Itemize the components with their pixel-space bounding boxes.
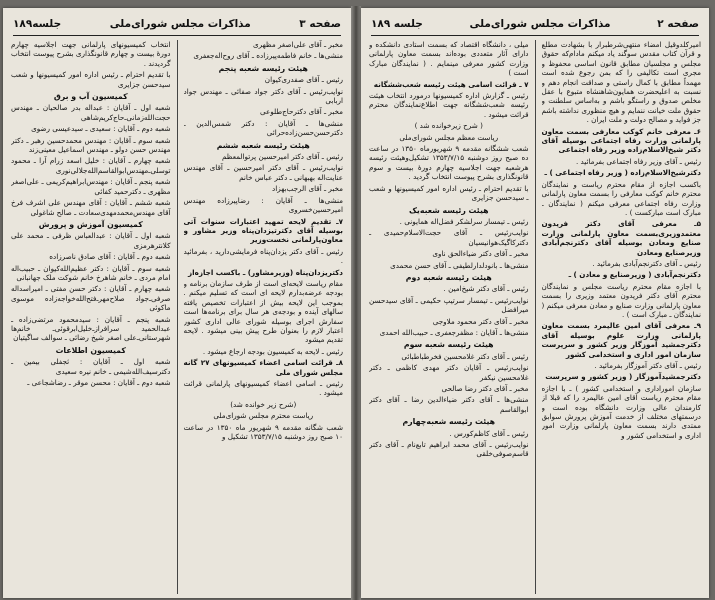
paragraph: نوایب‌رئیس ـ آقای دکتر جواد صفائی ـ مهندس جواد اربابی <box>183 86 343 106</box>
page-number: صفحه ۲ <box>657 18 699 30</box>
session-number: جلسه۱۸۹ <box>13 18 62 30</box>
paragraph: نوایب‌رئیس ـ آقای دکتر امیرحسین ـ آقای مهندس عنایت‌اله بهبهانی ـ دکتر عباس خانم <box>183 163 343 182</box>
paragraph: باکسب اجازه از مقام محترم ریاست و نمایندگان محترم خانم کوکب معارفی را بسمت معاون پارلمانی وزارت رفاه اجتماعی معرفی میکنم ( نمایندگان ـ مبارک است مبارکست ) . <box>541 179 701 217</box>
paragraph: نوایب‌رئیس ـ تیمسار سرتیپ حکیمی ـ آقای سیدحسن میرافضل <box>369 295 529 315</box>
left-page-left-column <box>11 40 171 594</box>
section-heading: کمیسیون اطلاعات <box>55 345 126 355</box>
agenda-item: ۷ـ تقدیم لایحه تمهید اعتبارات سنوات آتی بوسیله آقای دکترتیزدان‌پناه وزیر مشاور و معاون‌پارلمانی نخست‌وزیر <box>183 216 343 245</box>
paragraph: منشی‌ها ـ آقای دکتر ضیاءالدین رضا ـ آقای دکتر ابوالقاسم <box>369 395 529 414</box>
paragraph: شعبه اول ـ آقایان : عبدالعباس ظرفی ـ محمد علی کلانترهرمزی <box>11 231 171 250</box>
paragraph: شعب ششگانه مقدمه ۹ شهریورماه ۱۳۵۰ در ساعت ده صبح روز دوشنبه ۱۳۵۳/۷/۱۵ تشکیل‌وهیئت رئیسه هرشعبه جهت اجلاسیه چهارم دورهٔ بیست و سوم قانونگذاری بشرح پیوست انتخاب گردید . <box>369 144 529 182</box>
paragraph: نوایب‌رئیس ـ آقایان دکتر مهدی کاظمی ـ دکتر غلامحسین نیکفر <box>369 363 529 382</box>
paragraph: شعبه دوم ـ آقایان : محسن موقر ـ رضاشجاعی ـ <box>27 378 171 387</box>
header-divider <box>13 35 341 36</box>
session-number: جلسه ۱۸۹ <box>371 18 423 30</box>
paragraph: مخبر ـ آقای دکتر رضا صالحی <box>441 384 529 393</box>
agenda-item: دکتریزدان‌پناه (وزیرمشاور) ـ باکسب اجازه‌از <box>187 267 343 277</box>
paragraph: نوایب‌رئیس ـ آقای محمد ابراهیم تابع‌نام ـ آقای دکتر قاسم‌صوفی‌خلقی <box>369 440 529 459</box>
paragraph: مخبر ـ آقای الرجب‌بهزاد <box>272 184 343 194</box>
paragraph: شعبه ششم ـ آقایان : آقای مهندس علی اشرف فرخ آقای مهندس‌محمدمهدی‌سعادت ـ صالح شاغولی <box>11 198 171 217</box>
paragraph: نوایب‌رئیس ـ آقای حجت‌الاسلام‌حمیدی ـ دکترکاگیک‌هوانیسیان <box>369 228 529 247</box>
paragraph: رئیس ـ گزارش اداره کمیسیونها درمورد انتخاب هیئت رئیسه شعب‌ششگانه جهت اطلاع‌نمایندگان محترم قرائت میشود . <box>369 91 529 119</box>
agenda-item: ۷ ـ قرائت اسامی هیئت رئیسه شعب‌ششگانه <box>373 79 529 89</box>
paragraph: رئیس ـ آقای صفدری‌کیوان <box>264 75 343 85</box>
page-number: صفحه ۳ <box>299 18 341 30</box>
paragraph: مخبر ـ آقای دکترحاج‌طلوعی <box>260 107 343 117</box>
left-page-right-column <box>184 40 344 594</box>
section-heading: هیئت رئیسه شعبه دوم <box>405 272 492 282</box>
centered-line: ریاست معظم مجلس شورای‌ملی <box>399 132 499 142</box>
paragraph: منشی‌ها ـ خانم فاطمه‌پیرزاده ـ آقای روح‌اله‌جعفری <box>193 51 343 61</box>
centered-line: (شرح زیر خوانده شد) <box>230 399 297 409</box>
centered-line: ریاست محترم مجلس شورای‌ملی <box>213 411 314 421</box>
right-page-right-column <box>542 40 702 594</box>
paragraph: شعبه سوم ـ آقایان : دکتر عظیم‌الله‌کیوان ـ حبیب‌اله امام مردی ـ خانم شاهرخ خانم شوکت ملک جهانبانی <box>11 263 171 282</box>
book-gutter <box>351 6 361 600</box>
paragraph: رئیس ـ آقای دکترنجم‌آبادی بفرمائید . <box>592 258 701 268</box>
paragraph: مقام ریاست لایحه‌ای است از طرف سازمان برنامه و بودجه عرضه‌بدارم لایحه ای است که تسلیم میکنم . بموجب این لایحه بیش از اعتبارات تخصیص یافته سالهای آینده و بودجه‌ی هر سال برای برنامه‌ها است سفارش اجرای بوسیله شورای عالی اداری کشور اعتبار لازم را بعنوان طرح پیش بینی میشود . لایحه تقدیم میشود <box>183 278 343 345</box>
paragraph: رئیس ـ آقای دکتر شیخ‌امین . <box>443 284 529 294</box>
journal-title: مذاکرات مجلس شورای‌ملی <box>109 18 251 30</box>
journal-title: مذاکرات مجلس شورای‌ملی <box>469 18 611 30</box>
section-heading: هیئت رئیسه شعبه‌چهارم <box>402 417 496 427</box>
section-heading: هیئت رئیسه شعبه ششم <box>216 140 310 150</box>
paragraph: رئیس ـ تیمسار سرلشکر فضل‌اله همایونی . <box>399 216 529 226</box>
paragraph: شعب شگانه مقدمه ۹ شهریور ماه ۱۳۵۰ در ساعت ۱۰ صبح روز دوشنبه ۱۳۵۳/۷/۱۵ تشکیل و <box>183 422 343 442</box>
paragraph: رئیس ـ آقای دکتر یزدان‌پناه فرمایشی‌دارید ، بفرمائید . <box>183 246 343 266</box>
paragraph: شعبه دوم ـ آقایان : آقای صادق ناصرزاده <box>49 252 171 262</box>
agenda-item: دکترجمشیدآموزگار ( وزیر کشور و سرپرست <box>545 372 701 382</box>
paragraph: با تقدیم احترام ـ رئیس اداره امور کمیسیونها و شعب ـ سیدحسن جزایری <box>369 183 529 203</box>
agenda-item: ۹ـ معرفی آقای امین عالیمرد بسمت معاون پارلمانی وزارت علوم بوسیله آقای دکترجمشید آموزگار وزیر کشور و سرپرست سازمان امور اداری و استخدامی کشور <box>541 321 701 359</box>
paragraph: انتخاب کمیسیونهای پارلمانی جهت اجلاسیه چهارم دورهٔ بیست و چهارم قانونگذاری بشرح پیوست انتخاب گردیدند . <box>11 40 171 68</box>
right-page-header <box>371 16 699 32</box>
paragraph: رئیس ـ آقای دکتر امیرحسین پرتوالمعظم <box>222 152 343 162</box>
paragraph: میلی ، دانشگاه اقتصاد که بسمت استادی دانشکده و دارای آثار متعددی بوده‌اند بسمت معاون پارلمانی وزارت کشور معرفی مینمایم . ( نمایندگان مبارک است ) <box>369 40 529 78</box>
section-heading: کمیسیون آب و برق <box>53 92 128 102</box>
agenda-item: دکترشیخ‌الاسلام‌زاده ( وزیر رفاه اجتماعی ) ـ <box>544 168 701 178</box>
paragraph: شعبه سوم ـ آقایان : مهندس محمدحسین رهبر ـ دکتر مهندس حسن دولو ـ مهندس اسماعیل معینی‌زند <box>11 135 171 155</box>
section-heading: هیئت رئیسه شعبه‌یک <box>408 205 489 215</box>
paragraph: رئیس ـ آقای دکتر آموزگار بفرمائید . <box>594 361 701 370</box>
paragraph: منشی‌ها ـ آقایان : رضاپیرزاده مهندس امیرحسین‌خسروی <box>183 195 343 215</box>
agenda-item: دکترنجم‌آبادی ( وزیرصنایع و معادن ) ـ <box>568 270 701 280</box>
agenda-item: ۶ـ معرفی خانم کوکب معارفی بسمت معاون پارلمانی وزارت رفاه اجتماعی بوسیله آقای دکتر شیخ‌الاسلام‌زاده وزیر رفاه اجتماعی <box>541 126 701 155</box>
paragraph: امیرکلدوقیل امضاء منتهی‌شرطبرار با بشهادت مطلع و قرآن کتاب مقدس سوگند یاد میکنم مادام‌که حقوق مجلس و مجلسیان مطابق قانون اساسی محفوظ و مجری است تکالیفی‌ را که بمن‌ رجوع شده است مهمداً مطابق‌ با کمال راستی‌ و صداقت انجام‌ دهم و نسبت‌ به‌ اعلیحضرت همایون‌شاهنشاه متبوع با عقل مخلص صدوق و راستگو باشم‌ و‌ به‌اساس‌ سلطنت و‌ حقوق‌ ملت‌ خیانت ننمایم و هیچ منظوری نداشته باشم جز فواید و مصالح دولت و ملت ایران . <box>541 40 701 125</box>
left-page-header <box>13 16 341 32</box>
agenda-item: ۸ـ قرائت اسامی اعضاء کمیسیونهای ۲۷ گانه مجلس شورای ملی <box>183 358 343 377</box>
paragraph: شعبه پنجم ـ آقایان : سیدمحمود مرتضی‌زاده ـ عبدالحمید سرافراز‌ـ‌خلیل‌ابرقوئی‌ـ خانم‌ها شهرستانی‌ـ‌علی اصغر شیخ رضائی ـ سوالف ساگیتیان <box>11 314 171 343</box>
paragraph: منشی‌ها ـ آقایان : دکتر شمس‌الدین ـ دکترحسن‌حسن‌زاده‌حرائی <box>183 118 343 138</box>
paragraph: با تقدیم احترام ـ رئیس اداره امور کمیسیونها و شعب سیدحسن جزایری <box>11 70 171 89</box>
paragraph: رئیس ـ لایحه به کمیسیون بودجه ارجاع میشود . <box>202 346 343 356</box>
section-heading: هیئت رئیسه شعبه سوم <box>403 340 494 350</box>
paragraph: رئیس ـ آقای دکتر غلامحسین فخرطباطبائی <box>401 351 529 361</box>
paragraph: با اجازه مقام محترم ریاست مجلس و نمایندگان محترم آقای دکتر فریدون معتمد وزیری را بسمت معاون پارلمانی وزارت صنایع و معادن معرفی میکنم ( نمایندگان ـ مبارک است ) . <box>541 281 701 319</box>
right-page <box>361 8 709 598</box>
paragraph: شعبه اول ـ آقایان : عبداله بدر صالحیان ـ مهندس حجت‌الله‌زمانی‌ـ‌حاج‌کریم‌شاهی <box>11 103 171 122</box>
header-divider <box>371 35 699 36</box>
paragraph: مخبر ـ آقای علی‌اصغر مظهری <box>253 40 343 49</box>
paragraph: سازمان امورادارى و استخدامى کشور ) ـ با اجازه مقام محترم ریاست آقای امین عالیمرد را که قبلا از کارمندان عالی وزارت دانشگاه بوده است و درسمتهای مختلف از خدمت آموزش‌ پرورش سوابق ممتدی دارند بسمت معاون پارلمانی وزارت امور اداری و استخدامی کشور و <box>541 383 701 440</box>
paragraph: شعبه دوم ـ آقایان : سعیدی ـ سیدعیسی رضوی <box>31 124 171 134</box>
column-divider <box>177 40 178 594</box>
paragraph: شعبه چهارم ـ آقایان : دکتر حسن مفتی ـ امیراسداله صرفی‌ـ‌جواد صلاح‌مهر‌ـ‌فتح‌الله‌خواجه‌زاده موسوی ماکوئی <box>11 284 171 313</box>
agenda-item: ۵ـ معرفی آقای دکتر فریدون معتمد‌وزیری‌بسمت معاون پارلمانی وزارت صنایع ومعادن بوسیله آقای دکترنجم‌آبادی وزیرصنایع ومعادن <box>541 219 701 257</box>
paragraph: شعبه پنجم ـ آقایان : مهندس‌ابراهیم‌کریمی ـ علی‌اصغر مظهری ـ دکترحمید کفائی <box>11 177 171 196</box>
right-page-left-column <box>369 40 529 594</box>
column-divider <box>535 40 536 594</box>
paragraph: شعبه چهارم ـ آقایان : خلیل اسعد زرام آرا ـ محمود توسلی‌ـ‌مهندس‌ابوالقاسم‌الله‌جلالی‌نوری <box>11 156 171 175</box>
paragraph: منشی‌ها ـ بانودلدار‌لطیفی ـ آقای حسن محمدی <box>390 260 529 270</box>
section-heading: هیئت رئیسه شعبه پنجم <box>218 63 308 73</box>
centered-line: ( شرح زیرخوانده شد ) <box>414 121 483 131</box>
paragraph: رئیس ـ آقای وزیر رفاه اجتماعی بفرمائید . <box>575 156 701 166</box>
left-page <box>3 8 351 598</box>
paragraph: مخبر ـ آقای دکتر ضیاءالحق ناوی <box>432 249 529 259</box>
paragraph: رئیس ـ آقای کاظم‌کورس . <box>449 428 529 438</box>
paragraph: مخبر ـ آقای دکتر محمود ملاوجی <box>432 316 529 326</box>
paragraph: منشی‌ها ـ آقایان : مظفرجعفری ـ حبیب‌الله احمدی <box>379 327 529 337</box>
section-heading: کمیسیون آموزش و پرورش <box>38 219 143 229</box>
paragraph: رئیس ـ اسامی اعضاء کمیسیونهای پارلمانی قرائت میشود . <box>183 379 343 398</box>
paragraph: شعبه اول ـ آقایان : ثجفلی بیمین ـ دکترسیف‌الله‌شیمی ـ خانم نیره سعیدی <box>11 357 171 376</box>
